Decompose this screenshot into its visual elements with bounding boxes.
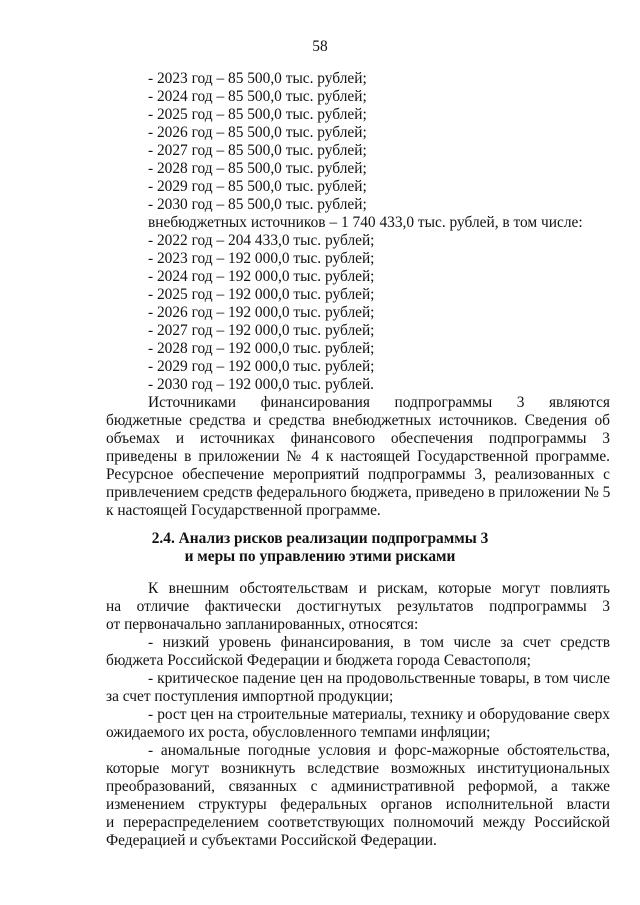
section-heading: 2.4. Анализ рисков реализации подпрограммы 3 [151, 530, 489, 547]
page-number: 58 [312, 38, 328, 55]
funding-line: - 2024 год – 192 000,0 тыс. рублей; [148, 268, 375, 285]
risk-item-line: за счет поступления импортной продукции; [106, 688, 394, 705]
risk-item-line: преобразований, связанных с административной реформой, а также [106, 778, 610, 795]
funding-line: - 2027 год – 192 000,0 тыс. рублей; [148, 322, 375, 339]
risk-item-line: ожидаемого их роста, обусловленного темпами инфляции; [106, 724, 491, 741]
funding-line: - 2028 год – 85 500,0 тыс. рублей; [148, 160, 367, 177]
risk-item-line: - рост цен на строительные материалы, технику и оборудование сверх [148, 706, 610, 723]
funding-line: - 2025 год – 192 000,0 тыс. рублей; [148, 286, 375, 303]
risk-item-line: бюджета Российской Федерации и бюджета города Севастополя; [106, 652, 531, 669]
paragraph-line: на отличие фактически достигнутых результатов подпрограммы 3 [106, 598, 610, 615]
paragraph-line: от первоначально запланированных, относятся: [106, 616, 419, 633]
funding-line: - 2030 год – 192 000,0 тыс. рублей. [148, 376, 375, 393]
extrabudget-intro: внебюджетных источников – 1 740 433,0 тыс. рублей, в том числе: [148, 214, 583, 231]
paragraph-line: приведены в приложении № 4 к настоящей Государственной программе. [106, 448, 610, 465]
funding-line: - 2029 год – 85 500,0 тыс. рублей; [148, 178, 367, 195]
funding-line: - 2025 год – 85 500,0 тыс. рублей; [148, 106, 367, 123]
risk-item-line: - низкий уровень финансирования, в том числе за счет средств [148, 634, 610, 651]
paragraph-line: к настоящей Государственной программе. [106, 502, 381, 519]
funding-line: - 2029 год – 192 000,0 тыс. рублей; [148, 358, 375, 375]
funding-line: - 2026 год – 192 000,0 тыс. рублей; [148, 304, 375, 321]
risk-item-line: которые могут возникнуть вследствие возможных институциональных [106, 760, 610, 777]
paragraph-line: Источниками финансирования подпрограммы 3 являются [148, 394, 610, 411]
paragraph-line: Ресурсное обеспечение мероприятий подпрограммы 3, реализованных с [106, 466, 610, 483]
funding-line: - 2030 год – 85 500,0 тыс. рублей; [148, 196, 367, 213]
risk-item-line: и перераспределением соответствующих полномочий между Российской [106, 814, 610, 831]
paragraph-line: объемах и источниках финансового обеспечения подпрограммы 3 [106, 430, 610, 447]
funding-line: - 2023 год – 192 000,0 тыс. рублей; [148, 250, 375, 267]
funding-line: - 2024 год – 85 500,0 тыс. рублей; [148, 88, 367, 105]
funding-line: - 2028 год – 192 000,0 тыс. рублей; [148, 340, 375, 357]
risk-item-line: - аномальные погодные условия и форс-мажорные обстоятельства, [148, 742, 610, 759]
funding-line: - 2022 год – 204 433,0 тыс. рублей; [148, 232, 375, 249]
paragraph-line: К внешним обстоятельствам и рискам, которые могут повлиять [148, 580, 610, 597]
paragraph-line: привлечением средств федерального бюджета, приведено в приложении № 5 [106, 484, 611, 501]
risk-item-line: - критическое падение цен на продовольственные товары, в том числе [148, 670, 610, 687]
funding-line: - 2027 год – 85 500,0 тыс. рублей; [148, 142, 367, 159]
paragraph-line: бюджетные средства и средства внебюджетных источников. Сведения об [106, 412, 610, 429]
funding-line: - 2026 год – 85 500,0 тыс. рублей; [148, 124, 367, 141]
risk-item-line: изменением структуры федеральных органов исполнительной власти [106, 796, 610, 813]
funding-line: - 2023 год – 85 500,0 тыс. рублей; [148, 70, 367, 87]
section-heading: и меры по управлению этими рисками [184, 548, 456, 565]
risk-item-line: Федерацией и субъектами Российской Федерации. [106, 832, 437, 849]
